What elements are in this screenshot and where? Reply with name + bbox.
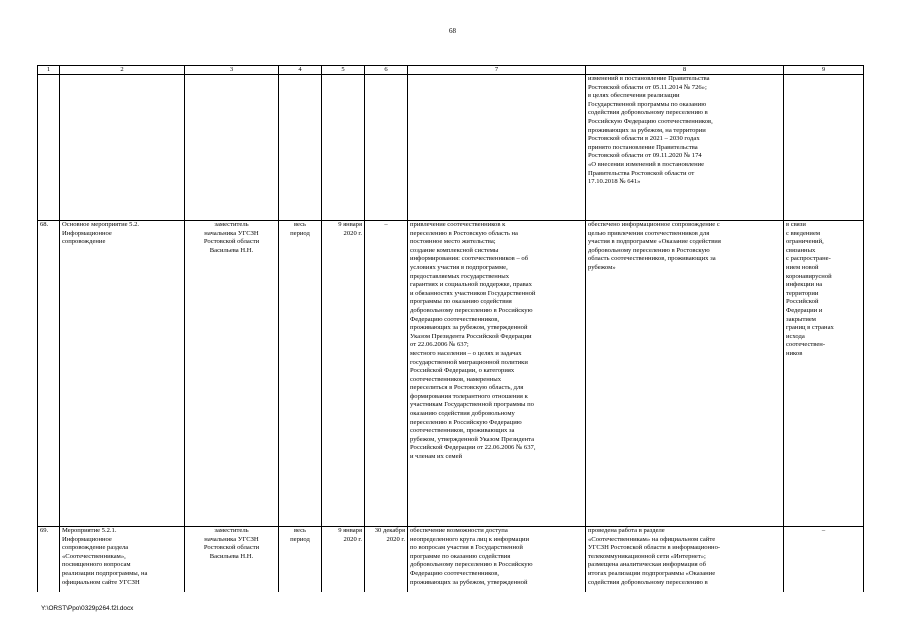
executor: заместитель начальника УГСЗН Ростовской области Васильева Н.Н. xyxy=(185,221,279,527)
program-table xyxy=(37,65,864,592)
dash-mark: – xyxy=(821,527,826,534)
cell-empty xyxy=(185,75,279,221)
continuation-result-cell: изменений в постановление Правительства Ростовской области от 05.11.2014 № 726»; в целях обеспечения реализации Государственной программы по оказанию содействия добровольному переселению в Российскую Федерацию соотечественников, проживающих за рубежом, на территории Ростовской области в 2021 – 2030 годах принято постановление Правительства Ростовской области от 09.11.2020 № 174 «О внесении изменений в постановление Правительства Ростовской области от 17.10.2018 № 641» xyxy=(586,75,784,221)
cell-empty xyxy=(322,75,365,221)
header-cell-4: 4 xyxy=(279,66,322,75)
end-date: – xyxy=(365,221,408,527)
cell-empty xyxy=(279,75,322,221)
start-date: 9 января 2020 г. xyxy=(322,527,365,593)
page-number: 68 xyxy=(449,27,456,35)
deviation-reason xyxy=(784,527,864,593)
header-cell-2: 2 xyxy=(60,66,185,75)
cell-empty xyxy=(408,75,586,221)
period: весь период xyxy=(279,527,322,593)
table-row-69 xyxy=(38,527,864,593)
executor: заместитель начальника УГСЗН Ростовской области Васильева Н.Н. xyxy=(185,527,279,593)
cell-empty xyxy=(38,75,60,221)
activity-name: Мероприятие 5.2.1. Информационное сопровождение раздела «Соотечественникам», посвященного вопросам реализации подпрограммы, на официальном сайте УГСЗН xyxy=(60,527,185,593)
actual-result: проведена работа в разделе «Соотечественникам» на официальном сайте УГСЗН Ростовской области в информационно- телекоммуникационной сети «Интернет»; размещена аналитическая информация об итогах реализации подпрограммы «Оказание содействия добровольному переселению в xyxy=(586,527,784,593)
header-cell-5: 5 xyxy=(322,66,365,75)
expected-result: обеспечение возможности доступа неопределенного круга лиц к информации по вопросам участия в Государственной программе по оказанию содействия добровольному переселению в Российскую Федерацию соотечественников, проживающих за рубежом, утвержденной xyxy=(408,527,586,593)
activity-name: Основное мероприятие 5.2. Информационное сопровождение xyxy=(60,221,185,527)
header-cell-9: 9 xyxy=(784,66,864,75)
period: весь период xyxy=(279,221,322,527)
row-number: 68. xyxy=(38,221,60,527)
header-cell-8: 8 xyxy=(586,66,784,75)
header-row xyxy=(38,66,864,75)
header-cell-1: 1 xyxy=(38,66,60,75)
cell-empty xyxy=(60,75,185,221)
file-path-footer: Y:\ORST\Ppo\0329p264.f2l.docx xyxy=(41,605,134,612)
header-cell-6: 6 xyxy=(365,66,408,75)
end-date: 30 декабря 2020 г. xyxy=(365,527,408,593)
row-number: 69. xyxy=(38,527,60,593)
start-date: 9 января 2020 г. xyxy=(322,221,365,527)
table-row-68 xyxy=(38,221,864,527)
actual-result: обеспечено информационное сопровождение с целью привлечения соотечественников для участия в подпрограмме «Оказание содействия добровольному переселению в Ростовскую область соотечественников, проживающих за рубежом» xyxy=(586,221,784,527)
header-cell-7: 7 xyxy=(408,66,586,75)
deviation-reason: в связи с введением ограничений, связанных с распростране- нием новой коронавирусной инфекции на территории Российской Федерации и закрытием границ в странах исхода соотечествен- ников xyxy=(784,221,864,527)
header-cell-3: 3 xyxy=(185,66,279,75)
cell-empty xyxy=(365,75,408,221)
expected-result: привлечение соотечественников к переселению в Ростовскую область на постоянное место жительства; создание комплексной системы информирования: соотечественников – об условиях участия в подпрограмме, предоставляемых государственных гарантиях и социальной поддержке, правах и обязанностях участников Государственной программы по оказанию содействия добровольному переселению в Российскую Федерацию соотечественников, проживающих за рубежом, утвержденной Указом Президента Российской Федерации от 22.06.2006 № 637; местного населения – о целях и задачах государственной миграционной политики Российской Федерации, о категориях соотечественников, намеренных переселиться в Ростовскую область, для формирования толерантного отношения к участникам Государственной программы по оказанию содействия добровольному переселению в Российскую Федерацию соотечественников, проживающих за рубежом, утвержденной Указом Президента Российской Федерации от 22.06.2006 № 637, и членам их семей xyxy=(408,221,586,527)
table-row-continuation xyxy=(38,75,864,221)
cell-empty xyxy=(784,75,864,221)
